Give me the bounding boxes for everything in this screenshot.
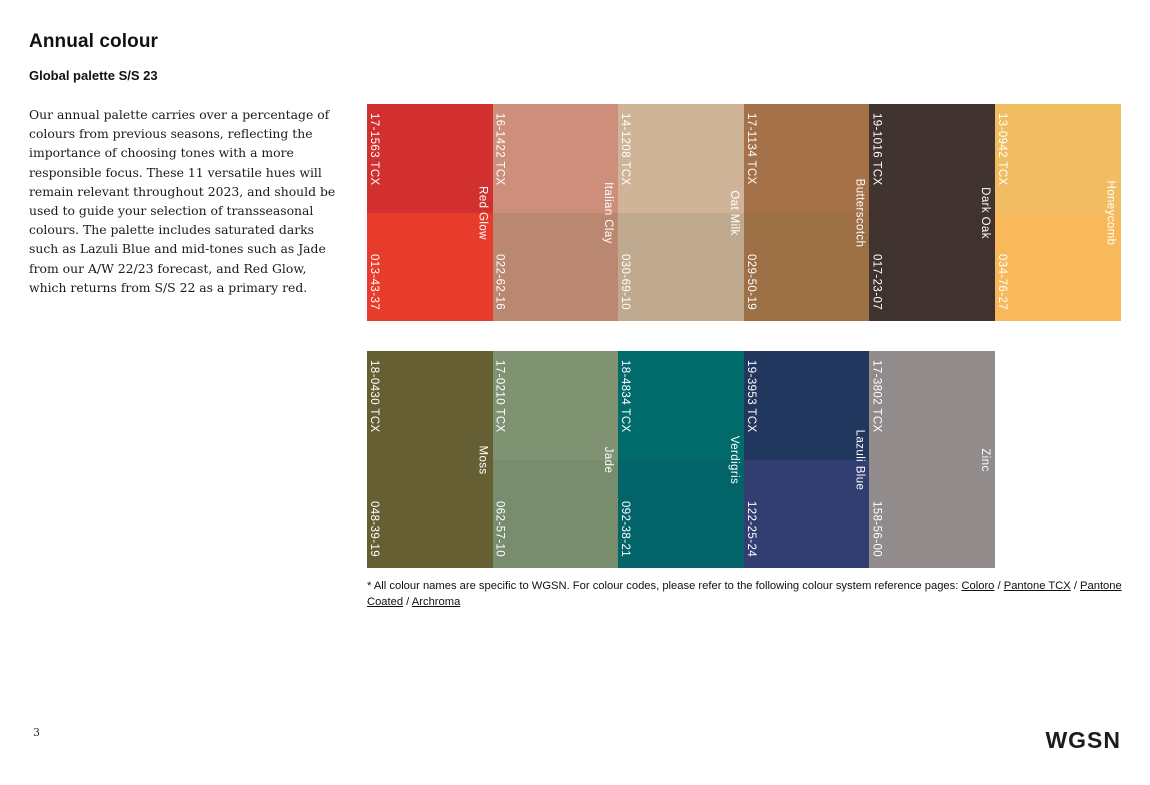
swatch-colour-name: Lazuli Blue — [853, 429, 866, 490]
archroma-link[interactable]: Archroma — [411, 596, 461, 608]
swatch-tcx-code: 18-0430 TCX — [368, 360, 380, 433]
coloro-link[interactable]: Coloro — [961, 580, 995, 592]
swatch-colour-name: Oat Milk — [727, 189, 740, 236]
page-subtitle: Global palette S/S 23 — [29, 68, 158, 83]
swatch-top — [493, 351, 619, 460]
swatch-bottom — [367, 460, 493, 569]
footnote-text: * All colour names are specific to WGSN. For colour codes, please refer to the following colour system reference pages: — [367, 580, 962, 592]
swatch-bottom — [995, 213, 1121, 322]
colour-swatch — [493, 351, 619, 568]
link-separator: / — [403, 596, 412, 608]
swatch-coloro-code: 022-62-16 — [493, 253, 506, 310]
swatch-bottom — [744, 213, 870, 322]
swatch-top — [744, 351, 870, 460]
swatch-tcx-code: 17-3802 TCX — [870, 360, 883, 433]
swatch-coloro-code: 013-43-37 — [368, 253, 380, 310]
swatch-tcx-code: 18-4834 TCX — [619, 360, 632, 433]
swatch-colour-name: Dark Oak — [978, 186, 991, 239]
swatch-tcx-code: 17-0210 TCX — [493, 360, 506, 433]
colour-swatch — [744, 351, 870, 568]
swatch-top — [618, 351, 744, 460]
swatch-coloro-code: 122-25-24 — [744, 500, 757, 557]
intro-paragraph: Our annual palette carries over a percentage of colours from previous seasons, reflecting the importance of choosing tones with a more responsible focus. These 11 versatile hues will remain relevant throughout 2023, and should be used to guide your selection of transseasonal colours. The palette includes saturated darks such as Lazuli Blue and mid-tones such as Jade from our A/W 22/23 forecast, and Red Glow, which returns from S/S 22 as a primary red. — [29, 107, 336, 295]
swatch-colour-name: Jade — [602, 446, 615, 473]
swatch-coloro-code: 029-50-19 — [744, 253, 757, 310]
swatch-bottom — [869, 213, 995, 322]
footnote — [367, 578, 1127, 610]
palette-row-1 — [367, 104, 1121, 321]
colour-swatch — [869, 351, 995, 568]
swatch-bottom — [493, 460, 619, 569]
link-separator: / — [994, 580, 1004, 592]
swatch-coloro-code: 017-23-07 — [870, 253, 883, 310]
palette-row-2 — [367, 351, 995, 568]
swatch-tcx-code: 17-1134 TCX — [744, 113, 757, 185]
swatch-tcx-code: 19-3953 TCX — [744, 360, 757, 433]
swatch-bottom — [618, 213, 744, 322]
swatch-top — [869, 351, 995, 460]
swatch-colour-name: Moss — [476, 444, 489, 475]
swatch-top — [744, 104, 870, 213]
swatch-colour-name: Verdigris — [727, 435, 740, 484]
colour-swatch — [744, 104, 870, 321]
link-separator: / — [1070, 580, 1081, 592]
swatch-top — [367, 104, 493, 213]
swatch-colour-name: Butterscotch — [853, 178, 866, 247]
swatch-bottom — [493, 213, 619, 322]
swatch-tcx-code: 17-1563 TCX — [368, 113, 380, 186]
swatch-coloro-code: 034-76-27 — [995, 253, 1008, 310]
swatch-coloro-code: 048-39-19 — [368, 500, 380, 557]
swatch-top — [493, 104, 619, 213]
colour-swatch — [618, 351, 744, 568]
page-title: Annual colour — [29, 31, 159, 52]
pantone-tcx-link[interactable]: Pantone TCX — [1003, 580, 1071, 592]
swatch-tcx-code: 16-1422 TCX — [493, 113, 506, 186]
colour-swatch — [995, 104, 1121, 321]
pantone-coated-link[interactable]: Pantone Coated — [367, 580, 1122, 608]
swatch-top — [367, 351, 493, 460]
swatch-bottom — [869, 460, 995, 569]
swatch-top — [869, 104, 995, 213]
swatch-colour-name: Honeycomb — [1104, 180, 1117, 245]
colour-swatch — [367, 104, 493, 321]
swatch-top — [995, 104, 1121, 213]
page-number: 3 — [33, 726, 40, 739]
swatch-colour-name: Zinc — [978, 447, 991, 472]
colour-swatch — [367, 351, 493, 568]
swatch-bottom — [744, 460, 870, 569]
swatch-tcx-code: 13-0942 TCX — [995, 113, 1008, 186]
swatch-coloro-code: 030-69-10 — [619, 253, 632, 310]
swatch-coloro-code: 062-57-10 — [493, 500, 506, 557]
colour-swatch — [618, 104, 744, 321]
swatch-tcx-code: 19-1016 TCX — [870, 113, 883, 186]
wgsn-logo: WGSN — [1045, 727, 1121, 753]
swatch-colour-name: Italian Clay — [602, 181, 615, 244]
colour-swatch — [493, 104, 619, 321]
swatch-tcx-code: 14-1208 TCX — [619, 113, 632, 186]
swatch-colour-name: Red Glow — [476, 185, 489, 240]
swatch-bottom — [618, 460, 744, 569]
colour-swatch — [869, 104, 995, 321]
swatch-bottom — [367, 213, 493, 322]
swatch-coloro-code: 092-38-21 — [619, 500, 632, 557]
swatch-top — [618, 104, 744, 213]
swatch-coloro-code: 158-56-00 — [870, 500, 883, 557]
